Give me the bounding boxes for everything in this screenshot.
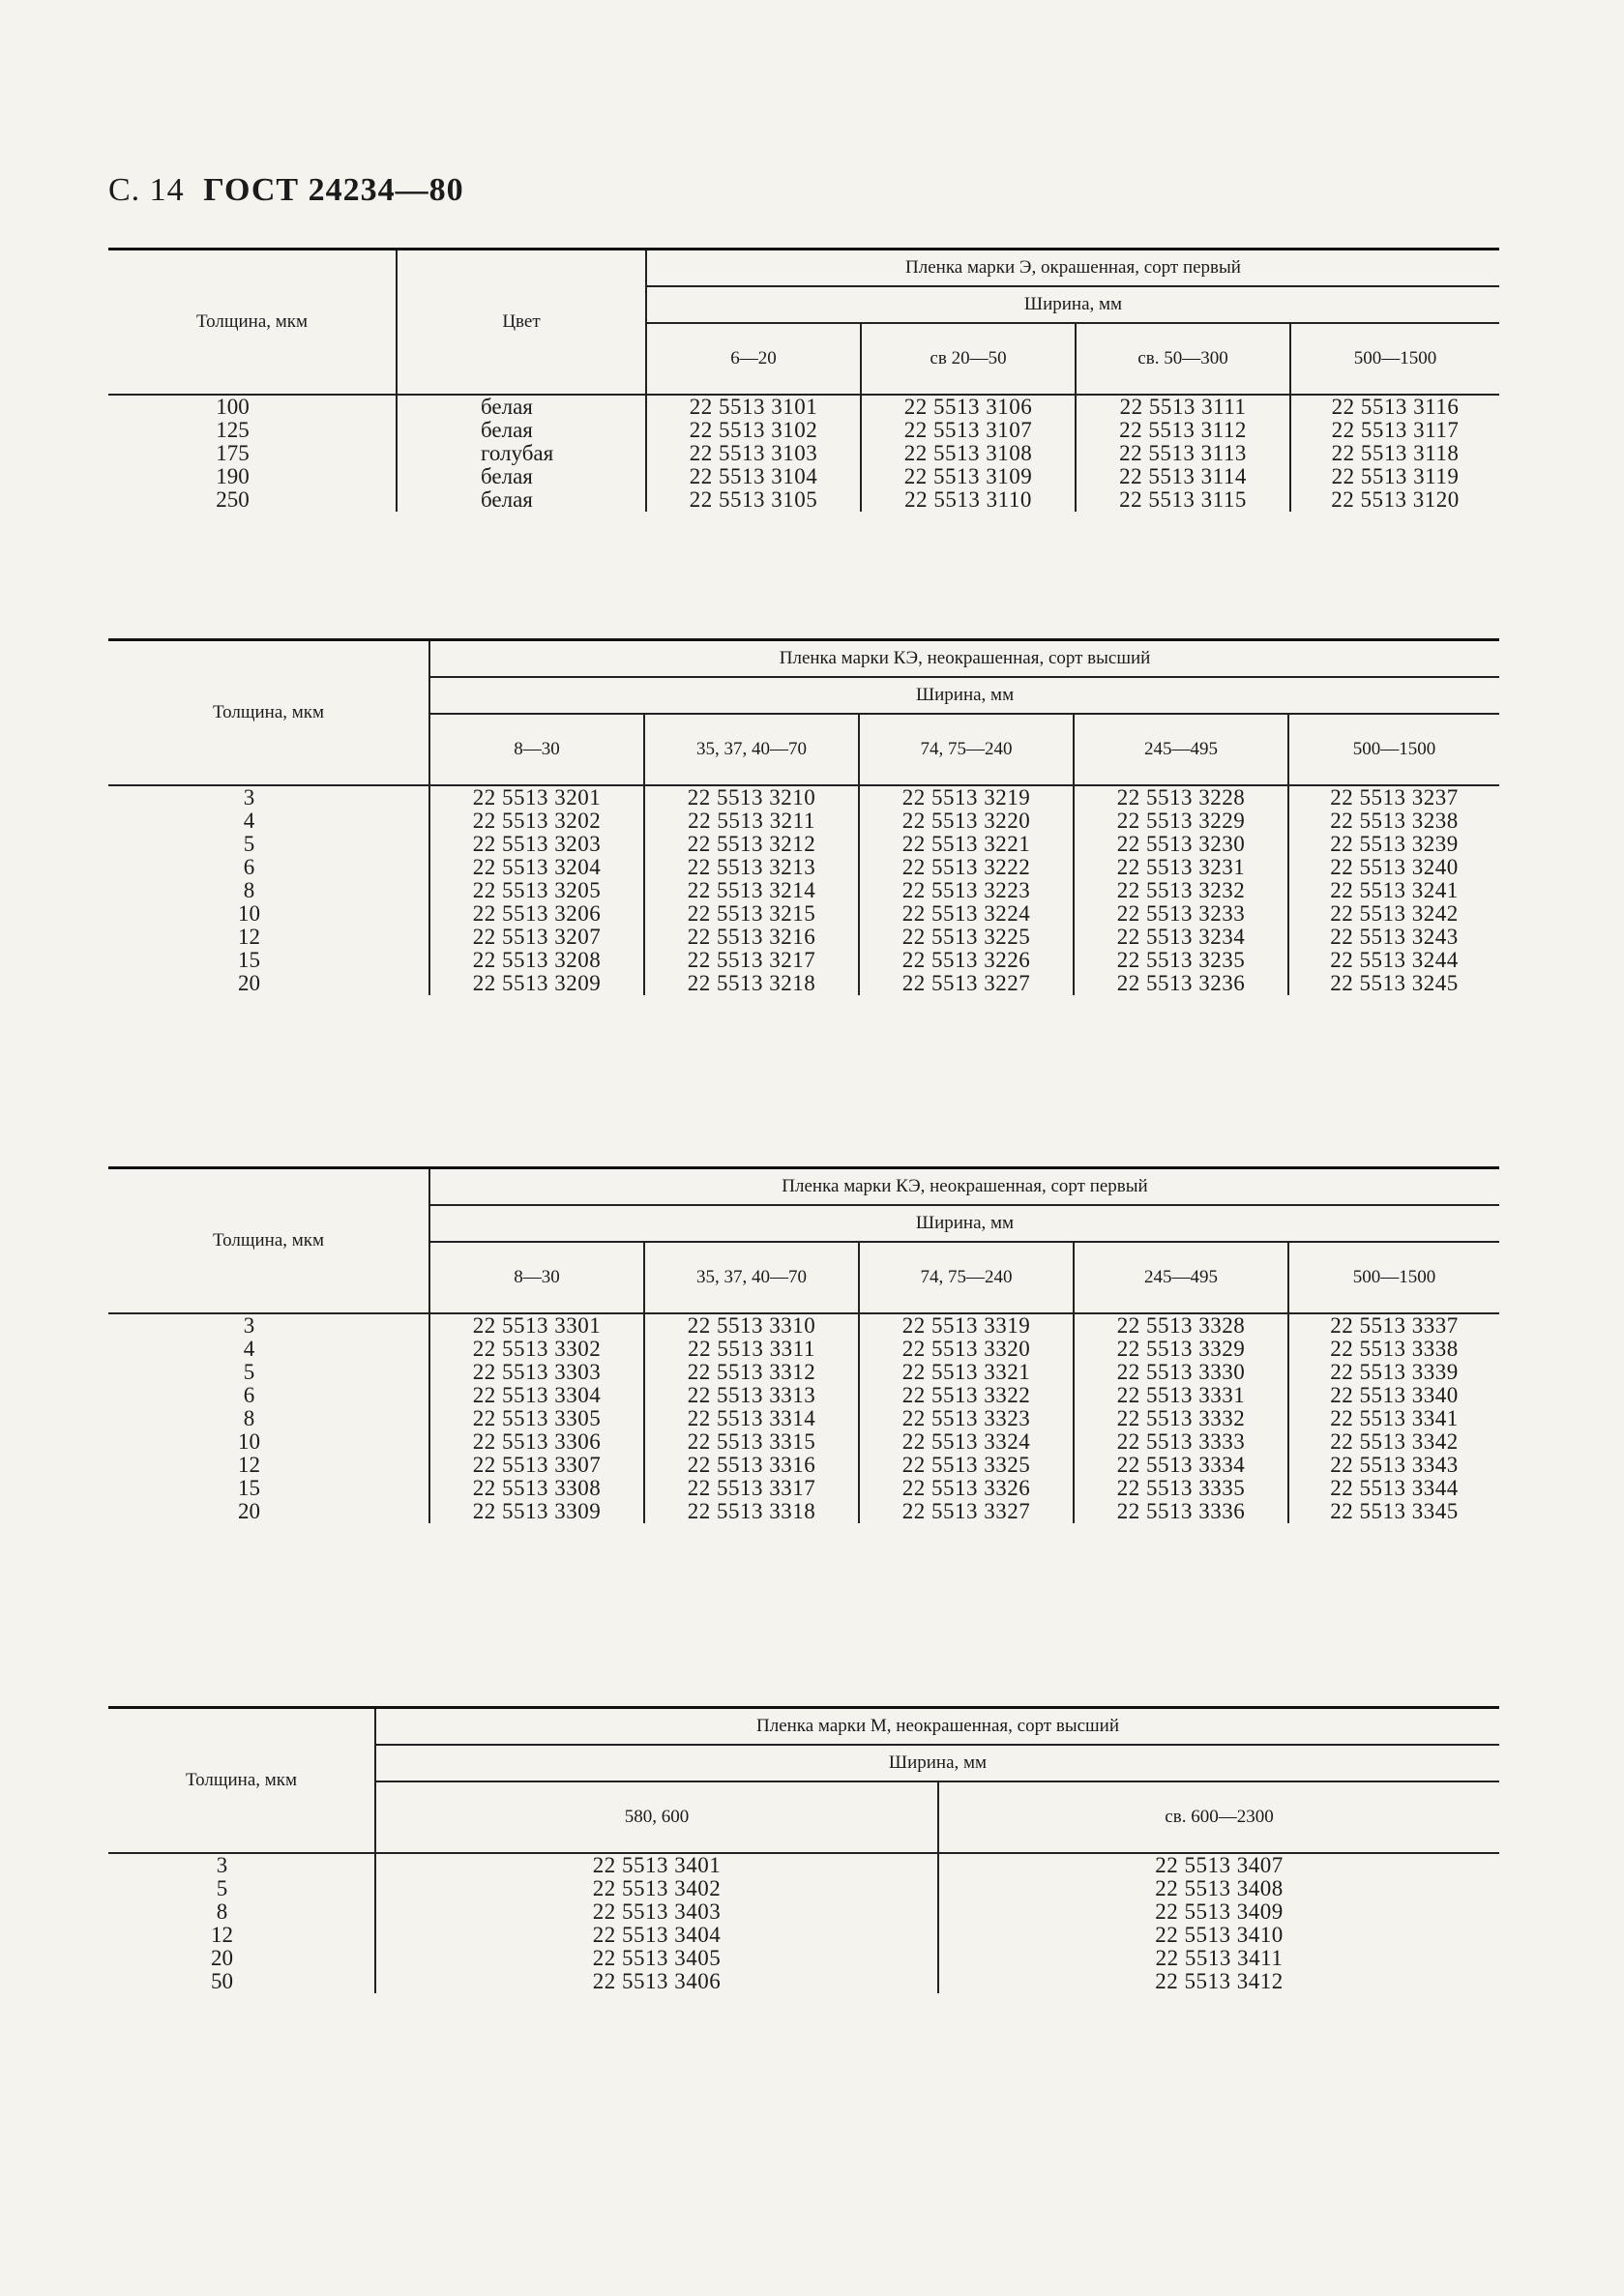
code-column: [1076, 395, 1290, 512]
table-film-e-painted-first-grade: [108, 248, 1499, 512]
width-header: Ширина, мм: [646, 286, 1499, 323]
code-column: [938, 1853, 1499, 1993]
table-cell: 22 5513 3229: [1116, 809, 1246, 833]
table-cell: 22 5513 3206: [472, 901, 602, 926]
thickness-column: [108, 785, 429, 995]
thickness-header: Толщина, мкм: [108, 640, 429, 786]
table-cell: 175: [216, 441, 250, 465]
table-cell: 22 5513 3227: [901, 971, 1031, 995]
code-column: [1288, 1313, 1499, 1523]
table-cell: 4: [243, 1337, 255, 1361]
column-header: 74, 75—240: [859, 714, 1074, 785]
table-cell: 22 5513 3404: [592, 1923, 722, 1947]
table-cell: 22 5513 3314: [687, 1406, 816, 1430]
table-cell: 12: [238, 925, 260, 949]
column-header: 500—1500: [1288, 1242, 1499, 1313]
thickness-column: [108, 1313, 429, 1523]
table-cell: 8: [243, 878, 255, 902]
table-cell: 22 5513 3116: [1331, 395, 1460, 419]
code-column: [1074, 1313, 1288, 1523]
column-header: 245—495: [1074, 714, 1288, 785]
column-header: св. 50—300: [1076, 323, 1290, 395]
table-body-row: [108, 785, 1499, 995]
code-column: [1074, 785, 1288, 995]
table-cell: 22 5513 3408: [1155, 1876, 1284, 1900]
table-cell: 22 5513 3231: [1116, 855, 1246, 879]
table-cell: белая: [481, 395, 533, 419]
table-cell: 22 5513 3323: [901, 1406, 1031, 1430]
table-cell: 250: [216, 487, 250, 512]
table-cell: 22 5513 3321: [901, 1360, 1031, 1384]
table-cell: 22 5513 3209: [472, 971, 602, 995]
table-cell: 22 5513 3405: [592, 1946, 722, 1970]
table-cell: 22 5513 3214: [687, 878, 816, 902]
thickness-header: Толщина, мкм: [108, 1168, 429, 1314]
width-header: Ширина, мм: [429, 1205, 1499, 1242]
table-caption: Пленка марки КЭ, неокрашенная, сорт высший: [429, 640, 1499, 678]
code-column: [429, 1313, 644, 1523]
code-column: [1288, 785, 1499, 995]
table-cell: 22 5513 3326: [901, 1476, 1031, 1500]
table-cell: 3: [243, 1313, 255, 1338]
table-cell: 22 5513 3237: [1330, 785, 1459, 809]
table-cell: 22 5513 3204: [472, 855, 602, 879]
table-cell: 22 5513 3340: [1330, 1383, 1459, 1407]
table-cell: 22 5513 3238: [1330, 809, 1459, 833]
table-cell: 22 5513 3308: [472, 1476, 602, 1500]
color-column: [397, 395, 646, 512]
table-cell: 22 5513 3219: [901, 785, 1031, 809]
table-cell: 22 5513 3114: [1119, 464, 1247, 488]
table-caption: Пленка марки М, неокрашенная, сорт высший: [375, 1708, 1499, 1746]
table-cell: 22 5513 3208: [472, 948, 602, 972]
table-cell: 190: [216, 464, 250, 488]
table-cell: 22 5513 3325: [901, 1453, 1031, 1477]
table-cell: 22 5513 3222: [901, 855, 1031, 879]
table-cell: 10: [238, 1429, 260, 1454]
table-cell: 22 5513 3411: [1155, 1946, 1284, 1970]
table-cell: 22 5513 3106: [903, 395, 1033, 419]
table-cell: белая: [481, 487, 533, 512]
table-cell: 3: [243, 785, 255, 809]
table-cell: 22 5513 3109: [903, 464, 1033, 488]
page-number: С. 14: [108, 172, 185, 208]
table-cell: 22 5513 3328: [1116, 1313, 1246, 1338]
table-cell: 15: [238, 1476, 260, 1500]
table-cell: 22 5513 3203: [472, 832, 602, 856]
column-header: св 20—50: [861, 323, 1076, 395]
table-cell: 22 5513 3120: [1331, 487, 1460, 512]
table-cell: 22 5513 3317: [687, 1476, 816, 1500]
table-cell: 22 5513 3212: [687, 832, 816, 856]
column-header: 8—30: [429, 1242, 644, 1313]
table-cell: 6: [243, 1383, 255, 1407]
table-cell: 22 5513 3330: [1116, 1360, 1246, 1384]
table-cell: 22 5513 3310: [687, 1313, 816, 1338]
table-cell: 22 5513 3319: [901, 1313, 1031, 1338]
code-column: [644, 785, 859, 995]
table-cell: 22 5513 3315: [687, 1429, 816, 1454]
page-header: [108, 172, 464, 209]
table-cell: 22 5513 3205: [472, 878, 602, 902]
table-cell: 22 5513 3301: [472, 1313, 602, 1338]
table-cell: 22 5513 3239: [1330, 832, 1459, 856]
table-cell: 22 5513 3333: [1116, 1429, 1246, 1454]
column-header: 35, 37, 40—70: [644, 714, 859, 785]
column-header: 580, 600: [375, 1781, 938, 1853]
table-cell: 22 5513 3230: [1116, 832, 1246, 856]
table-cell: 12: [238, 1453, 260, 1477]
table-cell: 50: [211, 1969, 233, 1993]
table-cell: белая: [481, 464, 533, 488]
table-film-m-unpainted-top-grade: [108, 1706, 1499, 1993]
code-column: [644, 1313, 859, 1523]
table-cell: 22 5513 3243: [1330, 925, 1459, 949]
table-cell: 22 5513 3306: [472, 1429, 602, 1454]
table-cell: 22 5513 3112: [1119, 418, 1247, 442]
table-cell: 22 5513 3313: [687, 1383, 816, 1407]
table-cell: 22 5513 3226: [901, 948, 1031, 972]
table-cell: 20: [238, 971, 260, 995]
code-column: [859, 1313, 1074, 1523]
table-film-ke-unpainted-first-grade: [108, 1166, 1499, 1523]
width-header: Ширина, мм: [375, 1745, 1499, 1781]
table-cell: 22 5513 3318: [687, 1499, 816, 1523]
table-caption: Пленка марки КЭ, неокрашенная, сорт первый: [429, 1168, 1499, 1206]
table-cell: 22 5513 3220: [901, 809, 1031, 833]
table-cell: 22 5513 3320: [901, 1337, 1031, 1361]
color-header: Цвет: [397, 250, 646, 396]
table-cell: 22 5513 3115: [1119, 487, 1247, 512]
table-film-ke-unpainted-top-grade: [108, 638, 1499, 995]
table-cell: 22 5513 3412: [1155, 1969, 1284, 1993]
width-header: Ширина, мм: [429, 677, 1499, 714]
table-cell: 22 5513 3329: [1116, 1337, 1246, 1361]
table-cell: 22 5513 3327: [901, 1499, 1031, 1523]
table-cell: 22 5513 3305: [472, 1406, 602, 1430]
table-cell: 10: [238, 901, 260, 926]
table-cell: 22 5513 3234: [1116, 925, 1246, 949]
table-cell: 22 5513 3309: [472, 1499, 602, 1523]
table-cell: 22 5513 3111: [1119, 395, 1247, 419]
table-cell: 22 5513 3242: [1330, 901, 1459, 926]
table-cell: 22 5513 3245: [1330, 971, 1459, 995]
table-cell: 22 5513 3312: [687, 1360, 816, 1384]
table-cell: 22 5513 3338: [1330, 1337, 1459, 1361]
table-cell: 22 5513 3336: [1116, 1499, 1246, 1523]
table-cell: 22 5513 3207: [472, 925, 602, 949]
code-column: [375, 1853, 938, 1993]
table-cell: 22 5513 3403: [592, 1899, 722, 1924]
table-cell: 22 5513 3217: [687, 948, 816, 972]
table-cell: 12: [211, 1923, 233, 1947]
table-cell: 22 5513 3311: [688, 1337, 815, 1361]
table-cell: 22 5513 3118: [1331, 441, 1460, 465]
table-cell: 22 5513 3343: [1330, 1453, 1459, 1477]
table-cell: 125: [216, 418, 250, 442]
thickness-column: [108, 1853, 375, 1993]
table-cell: 22 5513 3232: [1116, 878, 1246, 902]
table-cell: 22 5513 3241: [1330, 878, 1459, 902]
table-cell: 22 5513 3307: [472, 1453, 602, 1477]
table-cell: 22 5513 3331: [1116, 1383, 1246, 1407]
table-cell: 22 5513 3110: [904, 487, 1032, 512]
table-cell: 22 5513 3244: [1330, 948, 1459, 972]
table-body-row: [108, 395, 1499, 512]
column-header: 6—20: [646, 323, 861, 395]
table-cell: 22 5513 3119: [1331, 464, 1460, 488]
table-cell: 8: [216, 1899, 228, 1924]
code-column: [861, 395, 1076, 512]
table-cell: белая: [481, 418, 533, 442]
table-body-row: [108, 1853, 1499, 1993]
table-cell: 22 5513 3302: [472, 1337, 602, 1361]
table-cell: 20: [211, 1946, 233, 1970]
table-cell: 22 5513 3213: [687, 855, 816, 879]
table-cell: 3: [216, 1853, 228, 1877]
table-cell: 22 5513 3105: [689, 487, 818, 512]
column-header: 8—30: [429, 714, 644, 785]
table-cell: 22 5513 3339: [1330, 1360, 1459, 1384]
table-cell: 22 5513 3341: [1330, 1406, 1459, 1430]
table-cell: 22 5513 3211: [688, 809, 815, 833]
table-cell: 15: [238, 948, 260, 972]
table-cell: 8: [243, 1406, 255, 1430]
table-cell: 22 5513 3224: [901, 901, 1031, 926]
code-column: [859, 785, 1074, 995]
table-cell: 100: [216, 395, 250, 419]
table-cell: 22 5513 3228: [1116, 785, 1246, 809]
table-cell: 22 5513 3236: [1116, 971, 1246, 995]
table-cell: 22 5513 3324: [901, 1429, 1031, 1454]
table-cell: 22 5513 3108: [903, 441, 1033, 465]
thickness-header: Толщина, мкм: [108, 250, 397, 396]
table-cell: 22 5513 3117: [1331, 418, 1460, 442]
code-column: [429, 785, 644, 995]
thickness-column: [108, 395, 397, 512]
table-cell: 22 5513 3402: [592, 1876, 722, 1900]
table-cell: 22 5513 3218: [687, 971, 816, 995]
table-cell: 22 5513 3223: [901, 878, 1031, 902]
table-cell: 22 5513 3216: [687, 925, 816, 949]
table-cell: 22 5513 3344: [1330, 1476, 1459, 1500]
table-caption: Пленка марки Э, окрашенная, сорт первый: [646, 250, 1499, 287]
table-cell: 22 5513 3303: [472, 1360, 602, 1384]
table-cell: 22 5513 3210: [687, 785, 816, 809]
table-cell: 22 5513 3322: [901, 1383, 1031, 1407]
table-cell: 6: [243, 855, 255, 879]
table-cell: 22 5513 3335: [1116, 1476, 1246, 1500]
table-cell: 22 5513 3101: [689, 395, 818, 419]
table-cell: 22 5513 3104: [689, 464, 818, 488]
table-cell: голубая: [481, 441, 554, 465]
column-header: 74, 75—240: [859, 1242, 1074, 1313]
table-cell: 22 5513 3406: [592, 1969, 722, 1993]
table-cell: 22 5513 3240: [1330, 855, 1459, 879]
table-cell: 5: [216, 1876, 228, 1900]
table-cell: 22 5513 3107: [903, 418, 1033, 442]
table-cell: 4: [243, 809, 255, 833]
table-cell: 22 5513 3202: [472, 809, 602, 833]
column-header: 500—1500: [1290, 323, 1499, 395]
column-header: 500—1500: [1288, 714, 1499, 785]
table-cell: 22 5513 3401: [592, 1853, 722, 1877]
table-cell: 22 5513 3102: [689, 418, 818, 442]
table-cell: 22 5513 3410: [1155, 1923, 1284, 1947]
code-column: [1290, 395, 1499, 512]
table-cell: 22 5513 3113: [1119, 441, 1247, 465]
table-cell: 22 5513 3233: [1116, 901, 1246, 926]
table-cell: 22 5513 3407: [1155, 1853, 1284, 1877]
table-cell: 5: [243, 832, 255, 856]
table-cell: 22 5513 3342: [1330, 1429, 1459, 1454]
table-cell: 22 5513 3215: [687, 901, 816, 926]
code-column: [646, 395, 861, 512]
table-cell: 22 5513 3345: [1330, 1499, 1459, 1523]
table-cell: 22 5513 3235: [1116, 948, 1246, 972]
table-cell: 5: [243, 1360, 255, 1384]
table-cell: 22 5513 3316: [687, 1453, 816, 1477]
table-cell: 22 5513 3221: [901, 832, 1031, 856]
table-cell: 22 5513 3332: [1116, 1406, 1246, 1430]
standard-title: ГОСТ 24234—80: [203, 172, 464, 208]
table-cell: 22 5513 3201: [472, 785, 602, 809]
table-cell: 22 5513 3304: [472, 1383, 602, 1407]
table-cell: 22 5513 3103: [689, 441, 818, 465]
column-header: 35, 37, 40—70: [644, 1242, 859, 1313]
column-header: 245—495: [1074, 1242, 1288, 1313]
column-header: св. 600—2300: [938, 1781, 1499, 1853]
table-body-row: [108, 1313, 1499, 1523]
table-cell: 22 5513 3409: [1155, 1899, 1284, 1924]
table-cell: 22 5513 3334: [1116, 1453, 1246, 1477]
table-cell: 22 5513 3337: [1330, 1313, 1459, 1338]
table-cell: 22 5513 3225: [901, 925, 1031, 949]
thickness-header: Толщина, мкм: [108, 1708, 375, 1854]
table-cell: 20: [238, 1499, 260, 1523]
